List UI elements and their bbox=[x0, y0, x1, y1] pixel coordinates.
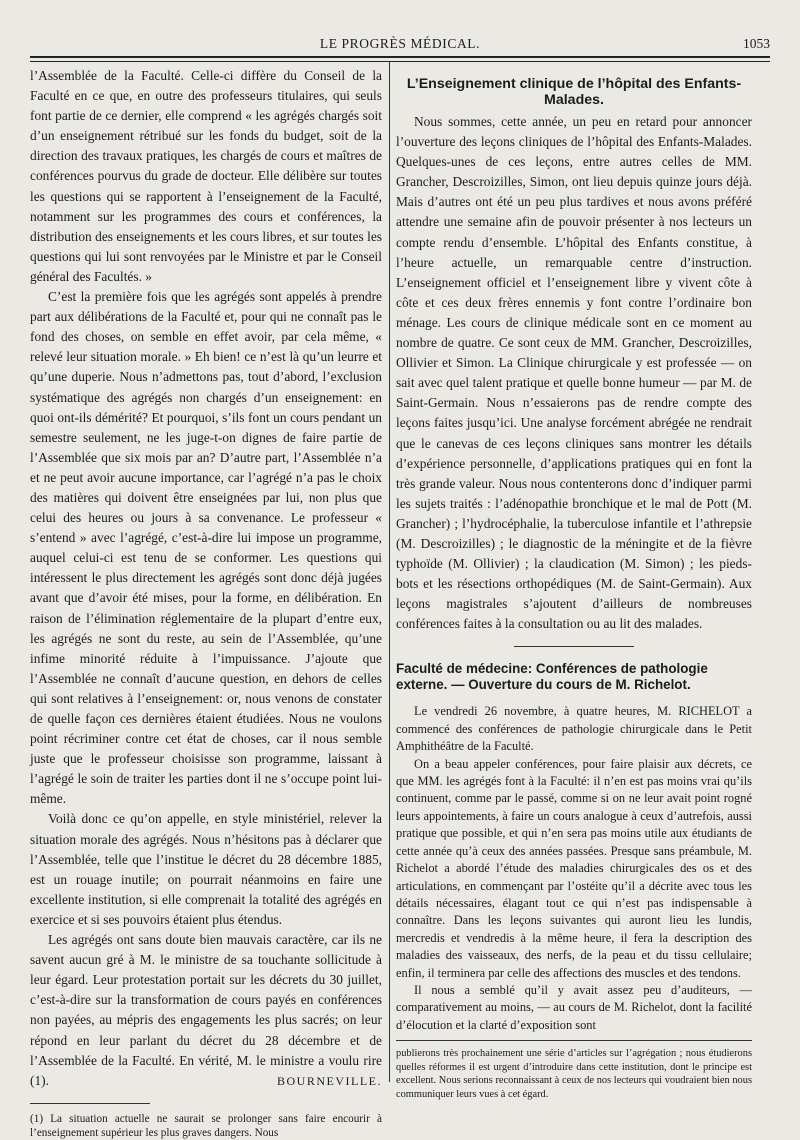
column-divider bbox=[389, 62, 390, 1082]
author-signature: BOURNEVILLE. bbox=[277, 1073, 382, 1088]
paragraph: Nous sommes, cette année, un peu en retard pour annoncer l’ouverture des leçons cliniques de l’hôpital des Enfants-Malades. Quelques-unes de ces leçons, entre autres celles de MM. Grancher, Descroizilles, Simon, ont lieu depuis quinze jours déjà. Mais d’autres ont été un peu plus tardives et nous avons préféré attendre une semaine afin de pouvoir présenter à nos lecteurs un compte rendu d’ensemble. L’hôpital des Enfants constitue, à l’heure actuelle, un remarquable centre d’instruction. L’enseignement officiel et l’enseignement libre y vivent côte à côte et ces deux frères ennemis y font contre l’ordinaire bon ménage. Les cours de clinique médicale sont en ce moment au nombre de quatre. Ce sont ceux de MM. Grancher, Descroizilles, Ollivier et Simon. La Clinique chirurgicale y est professée — on sait avec quel talent pratique et quelle bonne humeur — par M. de Saint-Germain. Nous n’essaierons pas de rendre compte des leçons faites jusqu’ici. Une analyse forcément abrégée ne rendrait que le canevas de ces leçons cliniques sans montrer les détails d’expérience personnelle, d’applications pratiques qui en font la très grande valeur. Nous nous contenterons donc d’indiquer parmi les sujets traités : l’adénopathie bronchique et le mal de Pott (M. Grancher) ; l’hydrocéphalie, la tuberculose infantile et l’athrepsie (M. Descroizilles) ; le diagnostic de la méningite et de la fièvre typhoïde (M. Ollivier) ; la claudication (M. Simon) ; les pieds-bots et les résections orthopédiques (M. de Saint-Germain). Aux leçons magistrales s’ajoutent d’ailleurs de nombreuses conférences faites à la consultation ou au lit des malades. bbox=[396, 114, 752, 632]
running-head bbox=[30, 36, 770, 54]
paragraph: On a beau appeler conférences, pour faire plaisir aux décrets, ce que MM. les agrégés font à la Faculté: il n’en est pas moins vrai qu’ils continuent, comme par le passé, comme si on ne leur avait point rogné leurs appointements, à faire un cours analogue à ceux d’autrefois, aussi pratique que possible, et qui n’en sera pas moins utile aux étudiants de cette année qu’à ceux des années passées. Presque sans préambule, M. Richelot a abordé l’étude des maladies chirurgicales des os et des articulations, en commençant par l’ostéite qu’il a décrite avec tous les détails nécessaires, élagant tout ce qui n’est pas indispensable à connaître. Dans les leçons suivantes qui auront lieu les lundis, mercredis et vendredis à la même heure, il fera la description des maladies des vaisseaux, des nerfs, de la peau et du tissu cellulaire; enfin, il terminera par celle des affections des muscles et des tendons. bbox=[396, 756, 752, 980]
right-column bbox=[396, 66, 752, 1102]
paragraph: Voilà donc ce qu’on appelle, en style ministériel, relever la situation morale des agrégés. Nous n’hésitons pas à déclarer que l’Assemblée, telle que l’institue le décret du 28 décembre 1885, est un rouage inutile; on pourrait néanmoins en faire une excellente institution, si elle comprenait la totalité des agrégés en exercice et si ses pouvoirs étaient plus étendus. bbox=[30, 811, 382, 927]
footnote-rule bbox=[30, 1103, 150, 1104]
footnote: (1) La situation actuelle ne saurait se prolonger sans faire encourir à l’enseignement supérieur les plus graves dangers. Nous bbox=[30, 1112, 382, 1139]
article-heading-faculte: Faculté de médecine: Conférences de pathologie externe. — Ouverture du cours de M. Richelot. bbox=[396, 661, 708, 693]
left-column bbox=[30, 66, 382, 1140]
article-heading-clinique: L’Enseignement clinique de l’hôpital des Enfants-Malades. bbox=[406, 76, 742, 108]
footnote-continuation: publierons très prochainement une série d’articles sur l’agrégation ; nous étudierons quelles réformes il est urgent d’introduire dans cette institution, dont le principe est excellent. Nous serions reconnaissant à ceux de nos lecteurs qui voudraient bien nous communiquer leurs vues à cet égard. bbox=[396, 1048, 752, 1100]
footnote-rule bbox=[396, 1040, 752, 1041]
paragraph: Il nous a semblé qu’il y avait assez peu d’auditeurs, — comparativement au moins, — au cours de M. Richelot, dont la facilité d’élocution et la clarté d’exposition sont bbox=[396, 982, 752, 1032]
paragraph: Les agrégés ont sans doute bien mauvais caractère, car ils ne savent aucun gré à M. le ministre de sa touchante sollicitude à leur égard. Leur protestation portait sur les décrets du 30 juillet, c’est-à-dire sur la transformation de cours payés en conférences non payées, au mépris des engagements les plus sacrés; on leur répond en leur parlant du décret du 28 décembre et de l’Assemblée de la Faculté. En vérité, M. le ministre a voulu rire (1). bbox=[30, 932, 382, 1088]
article-body bbox=[396, 703, 752, 1034]
paragraph: Le vendredi 26 novembre, à quatre heures, M. RICHELOT a commencé des conférences de pathologie chirurgicale dans le Petit Amphithéâtre de la Faculté. bbox=[396, 704, 752, 754]
section-rule bbox=[514, 646, 634, 647]
journal-title: LE PROGRÈS MÉDICAL. bbox=[319, 36, 481, 51]
page-number: 1053 bbox=[743, 36, 770, 51]
paragraph: C’est la première fois que les agrégés sont appelés à prendre part aux délibérations de la Faculté et, pour qui ne connaît pas le fond des choses, on semble en effet avoir, par cela même, « relevé leur situation morale. » Eh bien! ce n’est là qu’un leurre et qu’une duperie. Nous n’admettons pas, tout d’abord, l’exclusion systématique des agrégés non chargés d’un enseignement: en quoi ont-ils démérité? Et pourquoi, s’ils font un cours pendant un semestre seulement, ne les juge-t-on dignes de faire partie de l’Assemblée que six mois par an? D’autre part, l’Assemblée n’a et ne peut avoir aucune importance, car l’agrégé n’a pas le choix des matières qui doivent être enseignées par lui, non plus que celui des heures ou jours à sa convenance. Le professeur « s’entend » avec l’agrégé, c’est-à-dire lui impose un programme, auquel celui-ci est tenu de se conformer. Les questions qui intéressent le plus directement les agrégés sont donc déjà jugées avant que d’avoir été mises, pour la forme, en délibération. En raison de l’élimination réglementaire de la plupart d’entre eux, les agrégés ne sont du reste, au sein de l’Assemblée, qu’une infime minorité réduite à l’impuissance. J’ajoute que l’Assemblée ne connaît d’aucune question, en dehors de celles qui sont relatives à l’enseignement: or, nous venons de constater de quelle façon ces dernières étaient étudiées. Nous ne voulons point récriminer contre cet état de choses, car il nous semble juste que le professeur choisisse son programme, laissant à l’agrégé le soin de traiter les parties dont il ne s’occupe point lui-même. bbox=[30, 289, 382, 807]
header-rule bbox=[30, 56, 770, 62]
paragraph: l’Assemblée de la Faculté. Celle-ci diffère du Conseil de la Faculté en ce que, en outre des professeurs titulaires, qui seuls font partie de ce dernier, elle comprend « les agrégés chargés soit d’un enseignement rétribué sur les fonds du budget, soit de la direction des travaux pratiques, les chargés de cours et maîtres de conférences pourvus du grade de docteur. Elle délibère sur toutes les questions qui se rapportent à l’enseignement de la Faculté, notamment sur les programmes des cours et conférences, la distribution des enseignements et les cours libres, et sur toutes les questions qui lui sont renvoyées par le Ministre et par le Conseil général des Facultés. » bbox=[30, 68, 382, 284]
